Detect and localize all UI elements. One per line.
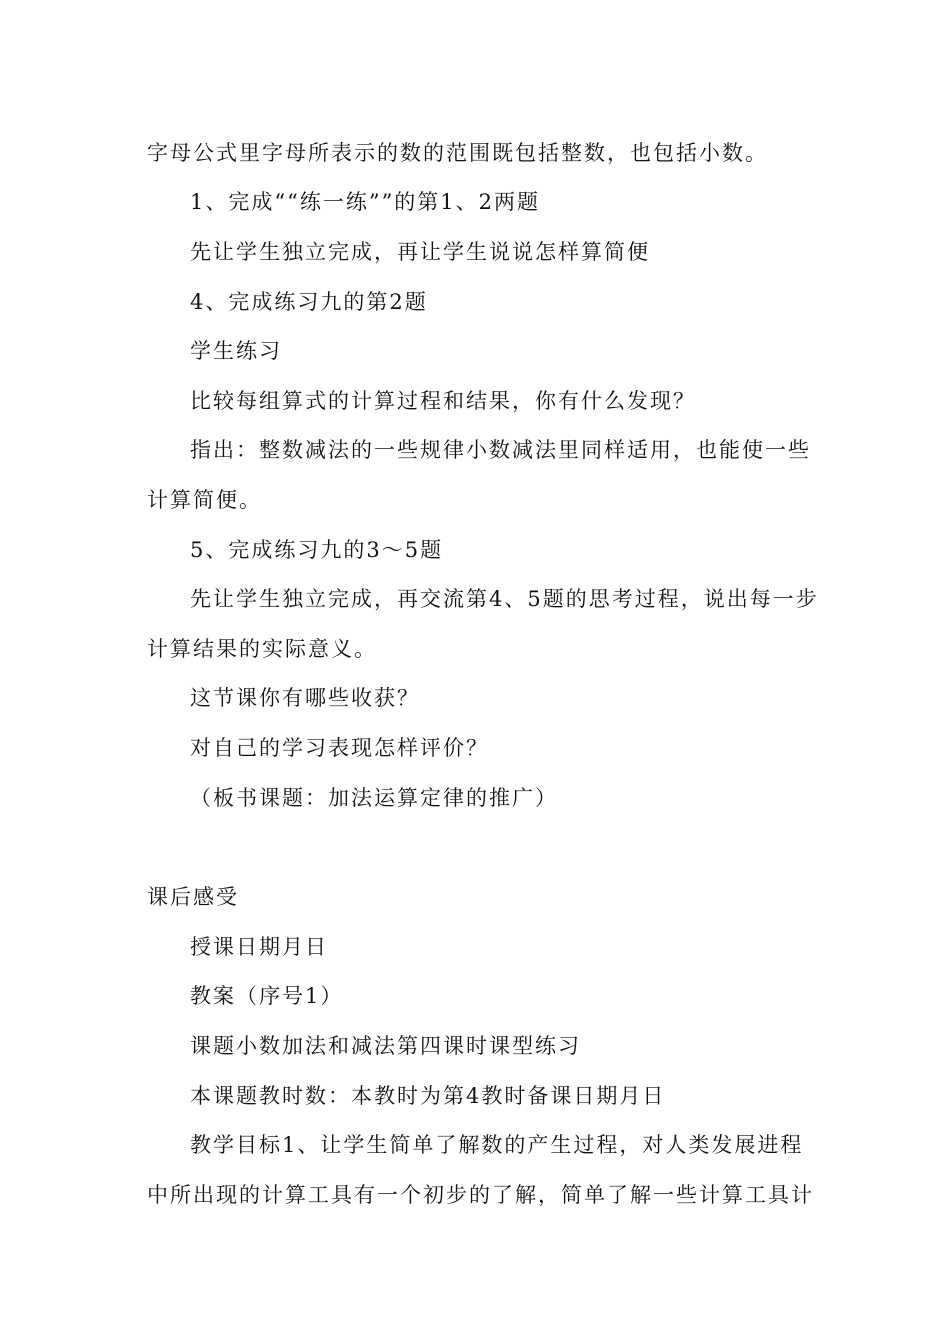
paragraph-line: 中所出现的计算工具有一个初步的了解，简单了解一些计算工具计: [147, 1183, 814, 1207]
paragraph-line: 先让学生独立完成，再让学生说说怎样算简便: [190, 240, 650, 264]
paragraph-line: 教学目标1、让学生简单了解数的产生过程，对人类发展进程: [190, 1133, 804, 1157]
paragraph-line: 1、完成““练一练””的第1、2两题: [190, 190, 541, 214]
paragraph-line: 这节课你有哪些收获？: [190, 686, 420, 710]
paragraph-line: 学生练习: [190, 339, 282, 363]
paragraph-line: 先让学生独立完成，再交流第4、5题的思考过程，说出每一步: [190, 587, 819, 611]
paragraph-line: 4、完成练习九的第2题: [190, 290, 428, 314]
paragraph-line: 对自己的学习表现怎样评价？: [190, 736, 489, 760]
paragraph-line: 课题小数加法和减法第四课时课型练习: [190, 1034, 581, 1058]
paragraph-line: 本课题教时数：本教时为第4教时备课日期月日: [190, 1084, 666, 1108]
paragraph-line: 5、完成练习九的3～5题: [190, 538, 444, 562]
paragraph-line: 计算结果的实际意义。: [147, 637, 377, 661]
paragraph-line: 计算简便。: [147, 488, 262, 512]
paragraph-line: 字母公式里字母所表示的数的范围既包括整数，也包括小数。: [147, 141, 768, 165]
paragraph-line: 授课日期月日: [190, 935, 328, 959]
section-heading: 课后感受: [147, 885, 239, 909]
paragraph-line: （板书课题：加法运算定律的推广）: [190, 786, 558, 810]
paragraph-line: 指出：整数减法的一些规律小数减法里同样适用，也能使一些: [190, 438, 811, 462]
paragraph-line: 教案（序号1）: [190, 984, 344, 1008]
paragraph-line: 比较每组算式的计算过程和结果，你有什么发现？: [190, 389, 696, 413]
